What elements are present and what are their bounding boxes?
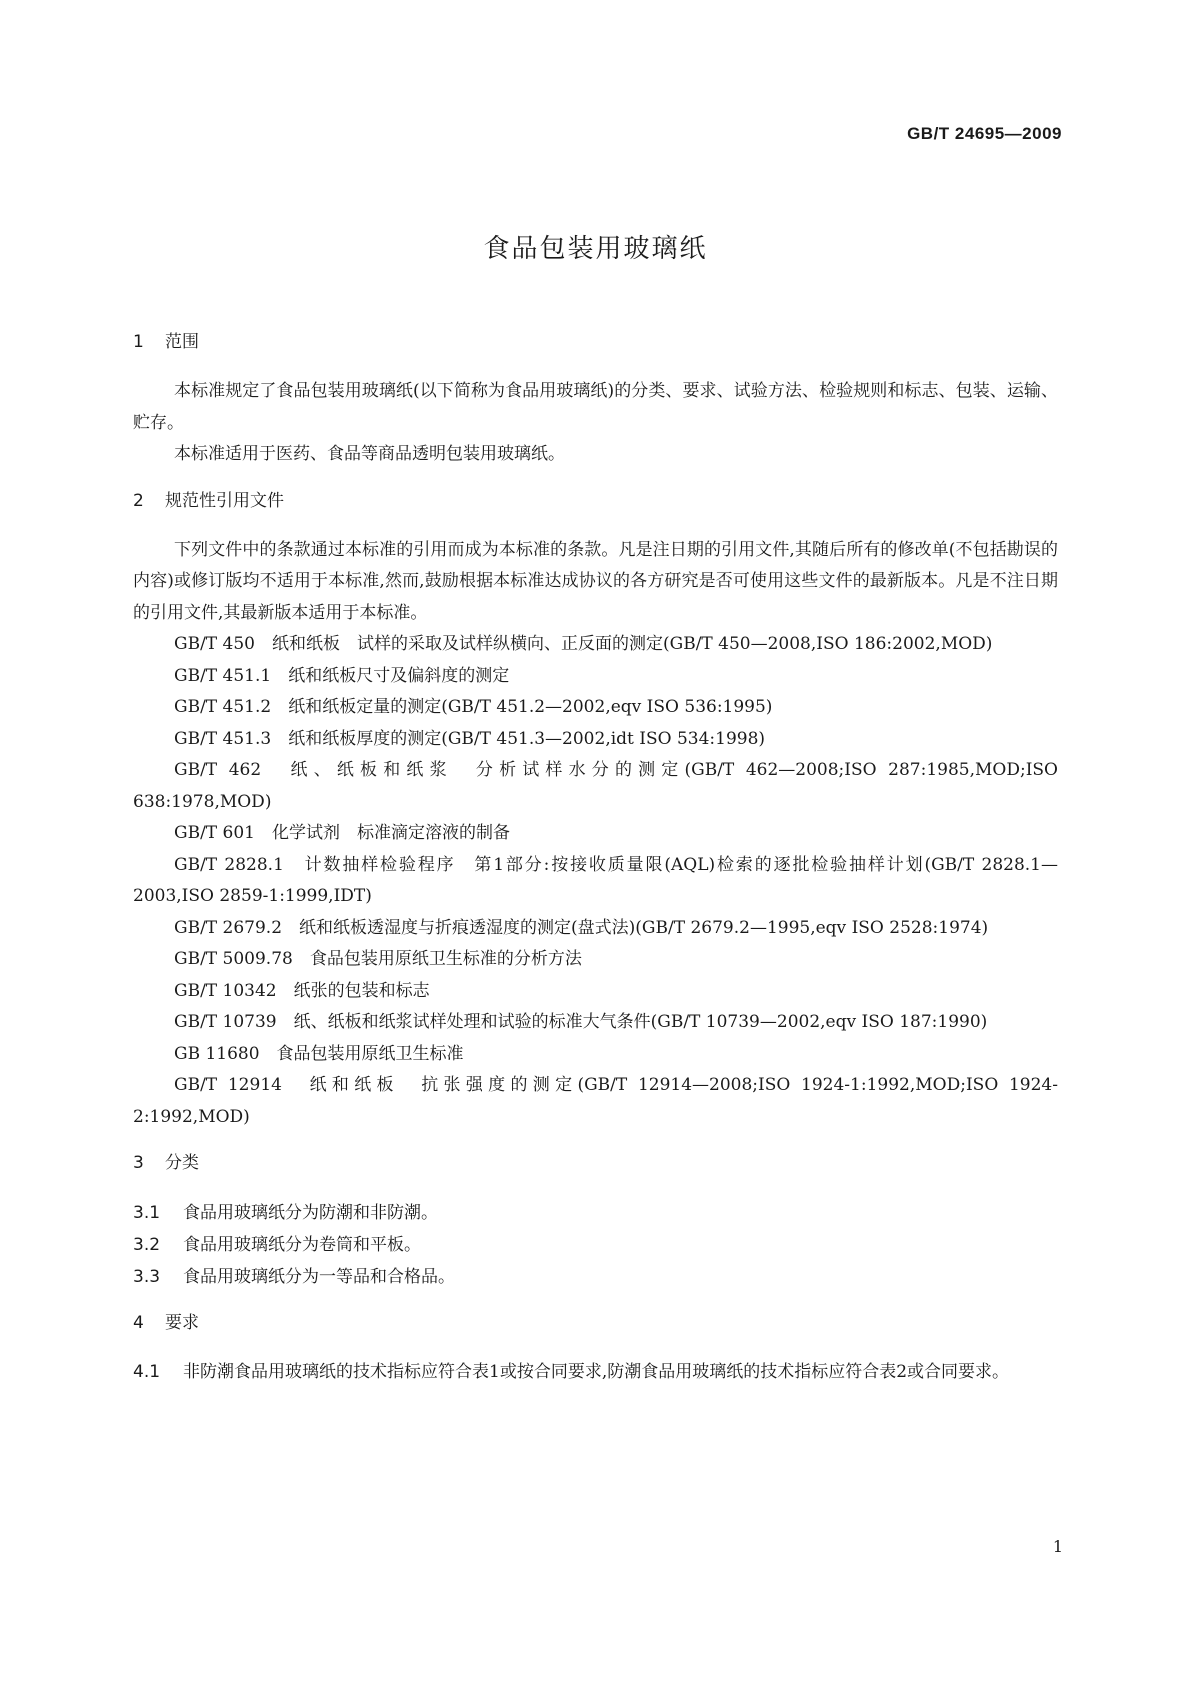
clause-item (133, 1197, 1058, 1229)
section-4-body (133, 1357, 1058, 1389)
section-number: 4 (133, 1313, 144, 1333)
reference-item: GB/T 450 纸和纸板 试样的采取及试样纵横向、正反面的测定(GB/T 450—2008,ISO 186:2002,MOD) (174, 634, 993, 654)
clause-number: 3.3 (133, 1267, 161, 1287)
reference-item: GB 11680 食品包装用原纸卫生标准 (174, 1043, 464, 1064)
section-title: 分类 (165, 1153, 199, 1173)
reference-item: GB/T 10739 纸、纸板和纸浆试样处理和试验的标准大气条件(GB/T 10739—2002,eqv ISO 187:1990) (174, 1012, 988, 1032)
section-number: 1 (133, 332, 144, 352)
clause-item (133, 1261, 1058, 1293)
section-title: 范围 (165, 332, 199, 352)
reference-item: GB/T 2679.2 纸和纸板透湿度与折痕透湿度的测定(盘式法)(GB/T 2679.2—1995,eqv ISO 2528:1974) (174, 917, 989, 938)
clause-number: 3.2 (133, 1235, 161, 1255)
document-title: 食品包装用玻璃纸 (483, 234, 708, 264)
section-1-heading (133, 330, 1058, 354)
clause-item (133, 1229, 1058, 1261)
section-number: 3 (133, 1153, 144, 1173)
section-title: 规范性引用文件 (165, 490, 284, 511)
reference-item: GB/T 10342 纸张的包装和标志 (174, 980, 430, 1001)
section-4-heading (133, 1311, 1058, 1335)
clause-text: 食品用玻璃纸分为防潮和非防潮。 (183, 1203, 438, 1223)
section-2-body (133, 535, 1058, 1134)
clause-text: 非防潮食品用玻璃纸的技术指标应符合表1或按合同要求,防潮食品用玻璃纸的技术指标应符合表2或合同要求。 (183, 1362, 1010, 1382)
standard-number: GB/T 24695—2009 (907, 124, 1062, 143)
reference-item: GB/T 5009.78 食品包装用原纸卫生标准的分析方法 (174, 949, 582, 969)
reference-item: GB/T 462 纸、纸板和纸浆 分析试样水分的测定(GB/T 462—2008;ISO 287:1985,MOD;ISO 638:1978,MOD) (133, 760, 1058, 812)
section-1-body (133, 376, 1058, 471)
reference-item: GB/T 451.1 纸和纸板尺寸及偏斜度的测定 (174, 665, 510, 686)
section-2-heading (133, 489, 1058, 513)
reference-item: GB/T 12914 纸和纸板 抗张强度的测定(GB/T 12914—2008;ISO 1924-1:1992,MOD;ISO 1924-2:1992,MOD) (133, 1075, 1058, 1127)
clause-item (133, 1357, 1058, 1389)
section-3-heading (133, 1151, 1058, 1175)
paragraph: 下列文件中的条款通过本标准的引用而成为本标准的条款。凡是注日期的引用文件,其随后所有的修改单(不包括勘误的内容)或修订版均不适用于本标准,然而,鼓励根据本标准达成协议的各方研究是否可使用这些文件的最新版本。凡是不注日期的引用文件,其最新版本适用于本标准。 (133, 539, 1058, 623)
clause-number: 4.1 (133, 1362, 161, 1382)
clause-text: 食品用玻璃纸分为卷筒和平板。 (183, 1235, 421, 1255)
reference-item: GB/T 2828.1 计数抽样检验程序 第1部分:按接收质量限(AQL)检索的逐批检验抽样计划(GB/T 2828.1—2003,ISO 2859-1:1999,IDT) (133, 854, 1058, 906)
paragraph: 本标准规定了食品包装用玻璃纸(以下简称为食品用玻璃纸)的分类、要求、试验方法、检验规则和标志、包装、运输、贮存。 (133, 381, 1058, 433)
document-body (133, 330, 1058, 1407)
page-number: 1 (1052, 1537, 1063, 1556)
section-number: 2 (133, 490, 144, 511)
section-title: 要求 (165, 1313, 199, 1333)
clause-text: 食品用玻璃纸分为一等品和合格品。 (183, 1267, 455, 1287)
section-3-body (133, 1197, 1058, 1293)
clause-number: 3.1 (133, 1203, 161, 1223)
reference-item: GB/T 451.2 纸和纸板定量的测定(GB/T 451.2—2002,eqv ISO 536:1995) (174, 697, 773, 717)
reference-item: GB/T 451.3 纸和纸板厚度的测定(GB/T 451.3—2002,idt ISO 534:1998) (174, 728, 766, 749)
reference-item: GB/T 601 化学试剂 标准滴定溶液的制备 (174, 823, 510, 843)
paragraph: 本标准适用于医药、食品等商品透明包装用玻璃纸。 (174, 444, 565, 464)
